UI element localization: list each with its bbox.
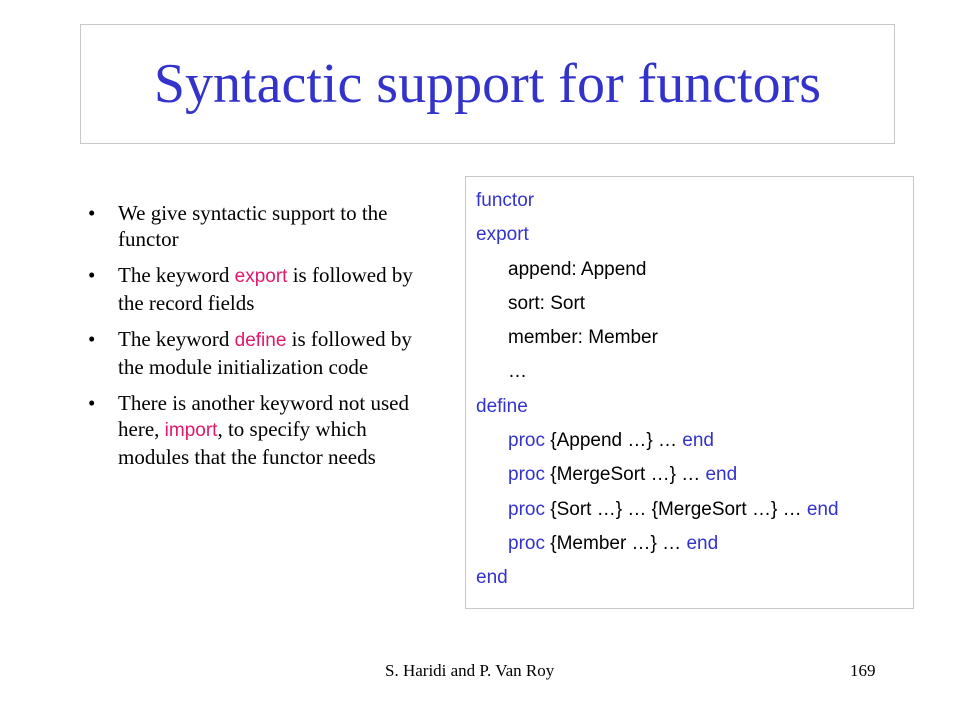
- code-line: [476, 358, 913, 392]
- code-keyword: end: [806, 498, 839, 520]
- code-keyword: proc: [508, 464, 545, 486]
- code-line: [476, 530, 913, 564]
- code-keyword: end: [476, 567, 508, 589]
- code-keyword: define: [476, 395, 528, 417]
- code-line: [476, 427, 913, 461]
- bullet-item: [88, 326, 433, 380]
- bullet-text-before: The keyword: [118, 327, 235, 351]
- code-line: [476, 256, 913, 290]
- code-line: [476, 461, 913, 495]
- code-text: {Sort …} … {MergeSort …} …: [544, 498, 807, 520]
- code-line: [476, 496, 913, 530]
- code-listing: [465, 176, 914, 609]
- bullet-dot: •: [88, 327, 96, 351]
- code-keyword: proc: [508, 498, 545, 520]
- bullet-list: [88, 200, 433, 480]
- keyword-export: export: [234, 266, 288, 287]
- page-number: 169: [850, 661, 876, 680]
- keyword-define: define: [234, 330, 287, 351]
- bullet-item: [88, 262, 433, 316]
- code-keyword: end: [705, 464, 738, 486]
- code-text: {Append …} …: [544, 430, 683, 452]
- bullet-dot: •: [88, 391, 96, 415]
- code-line: [476, 393, 913, 427]
- code-line: [476, 564, 913, 598]
- code-line: [476, 324, 913, 358]
- bullet-text-after: , to specify which modules that the functor needs: [118, 417, 376, 469]
- code-keyword: export: [476, 224, 529, 246]
- slide-title: Syntactic support for functors: [153, 53, 822, 115]
- bullet-text-after: is followed by the module initialization code: [118, 327, 412, 379]
- code-keyword: functor: [476, 190, 535, 211]
- code-text: sort: Sort: [508, 292, 586, 314]
- code-line: [476, 221, 913, 255]
- bullet-item: [88, 390, 433, 470]
- bullet-text-after: is followed by the record fields: [118, 263, 413, 315]
- bullet-item: [88, 200, 433, 252]
- code-text: append: Append: [508, 258, 647, 280]
- bullet-text: We give syntactic support to the functor: [118, 201, 388, 251]
- code-text: {Member …} …: [544, 532, 687, 554]
- bullet-text-before: The keyword: [118, 263, 235, 287]
- title-frame: [80, 24, 895, 144]
- bullet-dot: •: [88, 263, 96, 287]
- footer-author: S. Haridi and P. Van Roy: [385, 661, 555, 680]
- code-line: [476, 290, 913, 324]
- code-text: member: Member: [508, 327, 658, 349]
- code-keyword: end: [682, 430, 714, 452]
- code-keyword: end: [686, 532, 719, 554]
- code-keyword: proc: [508, 430, 545, 452]
- code-text: …: [508, 361, 527, 383]
- bullet-dot: •: [88, 201, 96, 225]
- code-line: [476, 187, 913, 221]
- code-keyword: proc: [508, 532, 545, 554]
- keyword-import: import: [164, 420, 218, 441]
- bullet-text-before: There is another keyword not used here,: [118, 391, 409, 441]
- code-text: {MergeSort …} …: [544, 464, 706, 486]
